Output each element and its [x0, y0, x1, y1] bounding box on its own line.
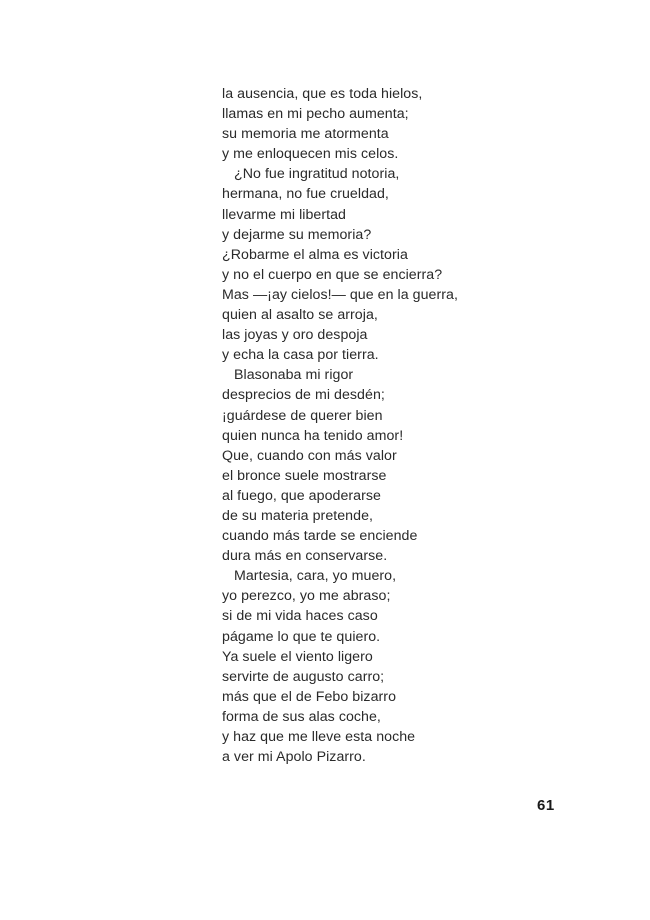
poem-line: el bronce suele mostrarse [222, 467, 387, 484]
poem-line: y dejarme su memoria? [222, 226, 372, 243]
poem-line: y haz que me lleve esta noche [222, 729, 416, 745]
poem-line: ¿Robarme el alma es victoria [222, 246, 408, 263]
poem-text [222, 84, 458, 767]
poem-line: quien al asalto se arroja, [222, 307, 378, 324]
poem-line: si de mi vida haces caso [222, 608, 378, 625]
poem-line: de su materia pretende, [222, 507, 373, 524]
poem-line: págame lo que te quiero. [222, 628, 381, 645]
poem-line: servirte de augusto carro; [222, 668, 385, 685]
poem-line: ¡guárdese de querer bien [222, 407, 383, 424]
poem-line: Blasonaba mi rigor [234, 367, 354, 384]
poem-line: llamas en mi pecho aumenta; [222, 106, 409, 123]
poem-line: forma de sus alas coche, [222, 708, 381, 725]
poem-line: quien nunca ha tenido amor! [222, 427, 404, 444]
poem-line: al fuego, que apoderarse [222, 487, 381, 504]
poem-line: dura más en conservarse. [222, 548, 388, 565]
poem-line: y no el cuerpo en que se encierra? [222, 266, 443, 283]
poem-line: a ver mi Apolo Pizarro. [222, 749, 366, 766]
poem-line: y me enloquecen mis celos. [222, 146, 399, 163]
poem-line: hermana, no fue crueldad, [222, 186, 389, 203]
poem-line: Mas —¡ay cielos!— que en la guerra, [222, 286, 458, 303]
poem-line: llevarme mi libertad [222, 206, 346, 223]
poem-line: y echa la casa por tierra. [222, 347, 379, 364]
page-number: 61 [537, 797, 555, 814]
poem-line: Que, cuando con más valor [222, 447, 397, 464]
poem-line: desprecios de mi desdén; [222, 387, 385, 404]
poem-line: las joyas y oro despoja [222, 327, 368, 344]
poem-line: su memoria me atormenta [222, 126, 389, 143]
poem-line: Ya suele el viento ligero [222, 648, 373, 665]
poem-line: la ausencia, que es toda hielos, [222, 86, 423, 102]
poem-line: ¿No fue ingratitud notoria, [234, 166, 400, 183]
poem-line: Martesia, cara, yo muero, [234, 568, 397, 585]
poem-line: cuando más tarde se enciende [222, 528, 418, 545]
poem-line: más que el de Febo bizarro [222, 688, 397, 705]
poem-line: yo perezco, yo me abraso; [222, 588, 391, 605]
